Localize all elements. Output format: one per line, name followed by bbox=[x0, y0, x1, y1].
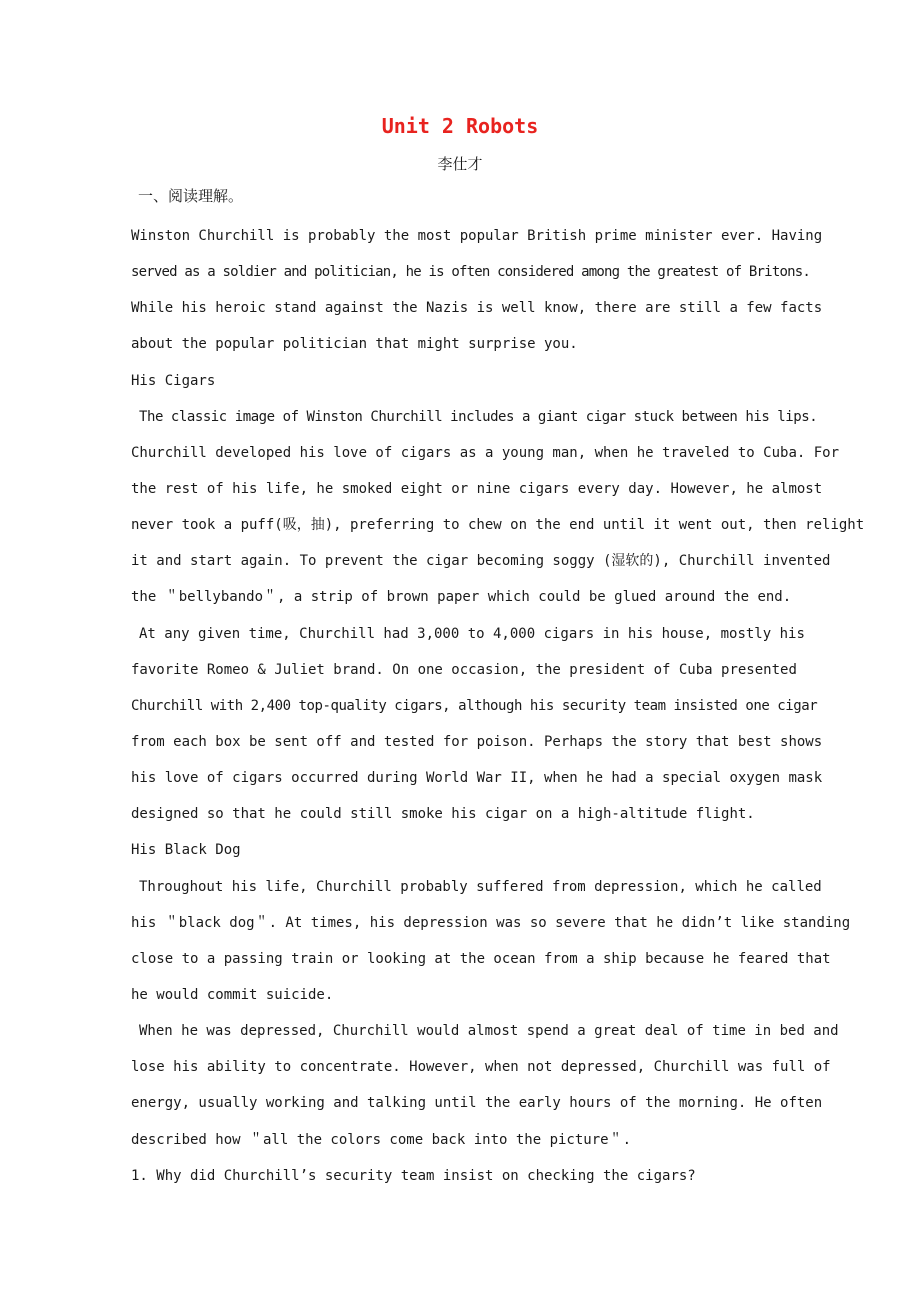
passage-line: favorite Romeo & Juliet brand. On one occasion, the president of Cuba presented bbox=[131, 661, 797, 678]
passage-line: the ＂bellybando＂, a strip of brown paper which could be glued around the end. bbox=[131, 589, 792, 606]
passage-body bbox=[131, 224, 865, 1200]
passage-line: The classic image of Winston Churchill includes a giant cigar stuck between his lips. bbox=[139, 408, 818, 425]
passage-line: his love of cigars occurred during World War II, when he had a special oxygen mask bbox=[131, 770, 823, 787]
passage-line: his ＂black dog＂. At times, his depression was so severe that he didn’t like standing bbox=[131, 914, 851, 931]
passage-line: designed so that he could still smoke his cigar on a high-altitude flight. bbox=[131, 806, 755, 823]
passage-line: Winston Churchill is probably the most popular British prime minister ever. Having bbox=[131, 228, 823, 244]
passage-line: lose his ability to concentrate. However, when not depressed, Churchill was full of bbox=[131, 1059, 831, 1076]
question-1: 1. Why did Churchill’s security team insist on checking the cigars? bbox=[131, 1167, 696, 1184]
passage-line: Throughout his life, Churchill probably suffered from depression, which he called bbox=[139, 878, 822, 895]
passage-line: never took a puff(吸，抽), preferring to chew on the end until it went out, then relight bbox=[131, 517, 865, 534]
passage-line: energy, usually working and talking until the early hours of the morning. He often bbox=[131, 1095, 823, 1112]
document-author: 李仕才 bbox=[437, 155, 483, 173]
subheading-his-black-dog: His Black Dog bbox=[131, 842, 241, 859]
passage-line: about the popular politician that might surprise you. bbox=[131, 336, 578, 353]
passage-line: When he was depressed, Churchill would almost spend a great deal of time in bed and bbox=[139, 1023, 839, 1040]
passage-line: served as a soldier and politician, he is often considered among the greatest of Britons. bbox=[131, 264, 810, 281]
document-title: Unit 2 Robots bbox=[381, 114, 539, 138]
passage-line: described how ＂all the colors come back into the picture＂. bbox=[131, 1131, 632, 1148]
subheading-his-cigars: His Cigars bbox=[131, 372, 216, 389]
passage-line: While his heroic stand against the Nazis is well know, there are still a few facts bbox=[131, 300, 823, 317]
section-heading: 一、阅读理解。 bbox=[138, 187, 244, 205]
passage-line: Churchill developed his love of cigars as a young man, when he traveled to Cuba. For bbox=[131, 444, 840, 461]
passage-line: he would commit suicide. bbox=[131, 986, 334, 1003]
passage-line: the rest of his life, he smoked eight or nine cigars every day. However, he almost bbox=[131, 480, 823, 497]
passage-line: close to a passing train or looking at the ocean from a ship because he feared that bbox=[131, 950, 831, 967]
passage-line: Churchill with 2,400 top-quality cigars, although his security team insisted one cigar bbox=[131, 697, 818, 714]
passage-line: from each box be sent off and tested for poison. Perhaps the story that best shows bbox=[131, 733, 823, 750]
passage-line: it and start again. To prevent the cigar becoming soggy (湿软的), Churchill invented bbox=[131, 553, 831, 570]
passage-line: At any given time, Churchill had 3,000 to 4,000 cigars in his house, mostly his bbox=[139, 625, 805, 642]
